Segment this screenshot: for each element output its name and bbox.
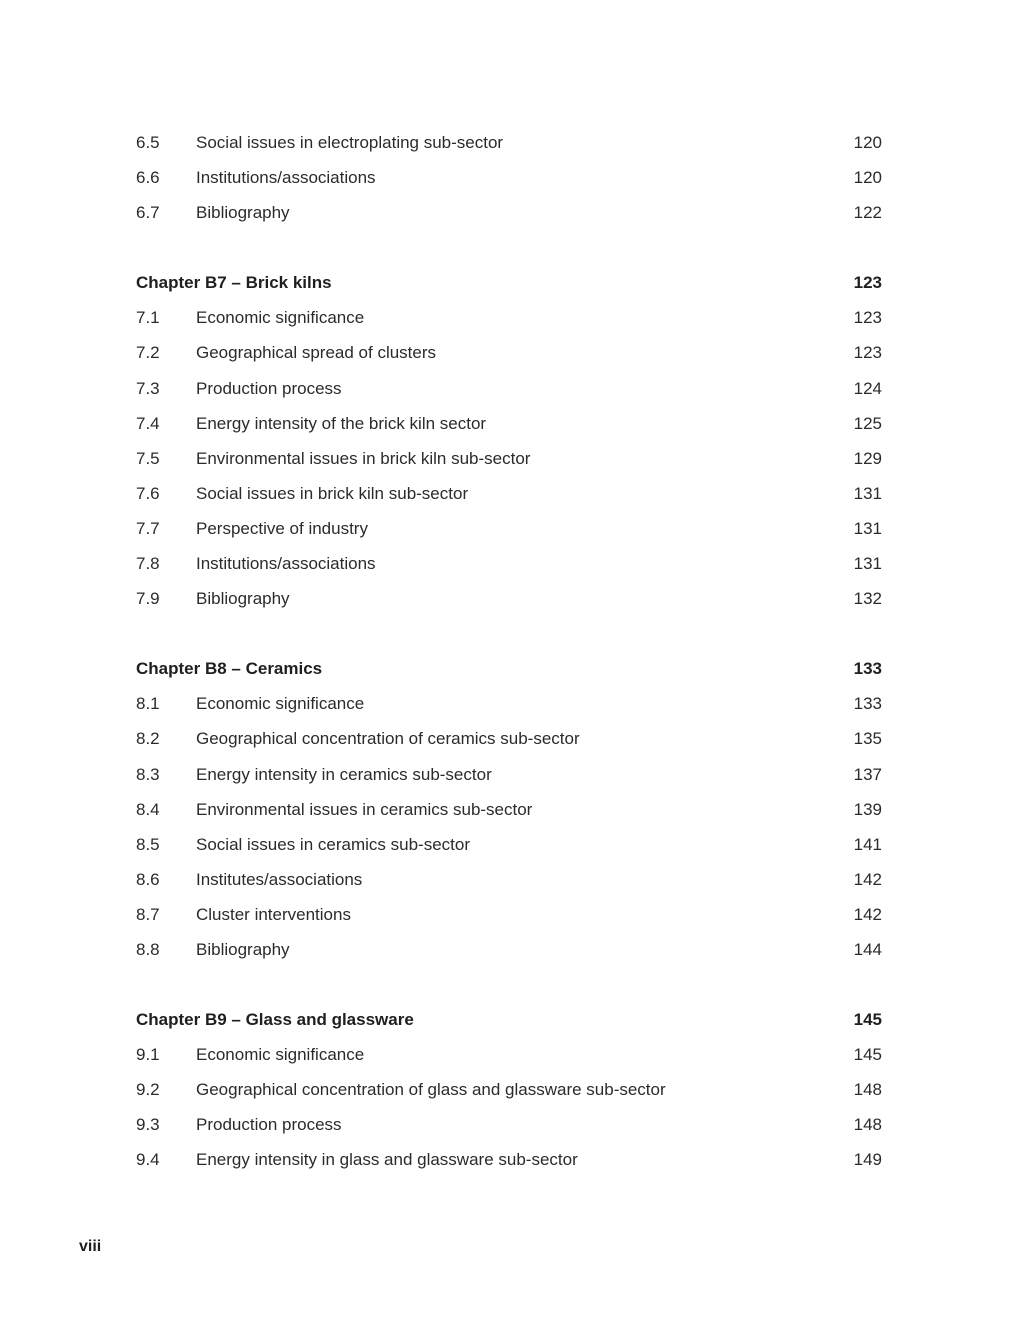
toc-entry[interactable] <box>136 406 882 441</box>
toc-entry[interactable] <box>136 441 882 476</box>
section-page-number: 123 <box>853 308 882 328</box>
section-page-number: 129 <box>853 448 882 468</box>
section-page-number: 139 <box>853 799 882 819</box>
section-number: 7.6 <box>136 483 160 503</box>
toc-entry[interactable] <box>136 195 882 230</box>
section-number: 6.5 <box>136 133 160 152</box>
section-title: Bibliography <box>196 203 290 223</box>
toc-entry[interactable] <box>136 827 882 862</box>
toc-entry[interactable] <box>136 757 882 792</box>
toc-entry[interactable] <box>136 1037 882 1072</box>
section-number: 8.1 <box>136 694 160 714</box>
section-page-number: 142 <box>853 869 882 889</box>
section-number: 9.4 <box>136 1150 160 1170</box>
section-title: Energy intensity in ceramics sub-sector <box>196 764 492 784</box>
toc-entry[interactable] <box>136 932 882 967</box>
toc-entry[interactable] <box>136 862 882 897</box>
section-page-number: 120 <box>853 133 882 152</box>
toc-section <box>136 265 882 616</box>
section-title: Social issues in brick kiln sub-sector <box>196 483 469 503</box>
chapter-page-number: 123 <box>853 273 882 293</box>
toc-section <box>136 1002 882 1177</box>
section-number: 7.8 <box>136 554 160 574</box>
section-title: Geographical spread of clusters <box>196 343 437 363</box>
section-page-number: 149 <box>853 1150 882 1170</box>
chapter-page-number: 133 <box>853 659 882 679</box>
section-page-number: 137 <box>853 764 882 784</box>
toc-entry[interactable] <box>136 300 882 335</box>
section-title: Institutions/associations <box>196 554 376 574</box>
section-title: Economic significance <box>196 1045 365 1065</box>
toc-entry[interactable] <box>136 1072 882 1107</box>
section-title: Social issues in ceramics sub-sector <box>196 834 470 854</box>
section-number: 8.3 <box>136 764 160 784</box>
section-number: 7.7 <box>136 518 160 538</box>
section-number: 6.6 <box>136 168 160 188</box>
section-page-number: 124 <box>853 378 882 398</box>
section-number: 7.4 <box>136 413 160 433</box>
chapter-heading[interactable] <box>136 651 882 686</box>
section-page-number: 141 <box>853 834 882 854</box>
section-number: 8.6 <box>136 869 160 889</box>
section-title: Economic significance <box>196 308 365 328</box>
section-number: 7.5 <box>136 448 160 468</box>
toc-section <box>136 651 882 967</box>
toc-entry[interactable] <box>136 335 882 370</box>
section-page-number: 145 <box>853 1045 882 1065</box>
section-number: 7.2 <box>136 343 160 363</box>
section-number: 9.3 <box>136 1115 160 1135</box>
toc-entry[interactable] <box>136 1107 882 1142</box>
section-title: Bibliography <box>196 589 290 609</box>
toc-entry[interactable] <box>136 125 882 160</box>
section-title: Institutes/associations <box>196 869 363 889</box>
toc-entry[interactable] <box>136 371 882 406</box>
page-number: viii <box>79 1238 102 1255</box>
section-page-number: 131 <box>853 518 882 538</box>
chapter-heading[interactable] <box>136 265 882 300</box>
section-title: Perspective of industry <box>196 518 368 538</box>
section-page-number: 120 <box>853 168 882 188</box>
section-title: Geographical concentration of glass and glassware sub-sector <box>196 1080 666 1100</box>
chapter-title: Chapter B9 – Glass and glassware <box>136 1010 414 1030</box>
section-page-number: 148 <box>853 1080 882 1100</box>
chapter-heading[interactable] <box>136 1002 882 1037</box>
section-number: 8.7 <box>136 904 160 924</box>
section-page-number: 131 <box>853 483 882 503</box>
section-page-number: 132 <box>853 589 882 609</box>
section-number: 8.5 <box>136 834 160 854</box>
section-page-number: 144 <box>853 939 882 959</box>
section-number: 7.3 <box>136 378 160 398</box>
toc-entry[interactable] <box>136 897 882 932</box>
toc-entry[interactable] <box>136 721 882 756</box>
table-of-contents <box>136 125 882 1213</box>
section-title: Production process <box>196 1115 342 1135</box>
chapter-title: Chapter B8 – Ceramics <box>136 659 323 679</box>
section-title: Bibliography <box>196 939 290 959</box>
toc-entry[interactable] <box>136 546 882 581</box>
toc-entry[interactable] <box>136 686 882 721</box>
section-number: 6.7 <box>136 203 160 223</box>
section-number: 9.1 <box>136 1045 160 1065</box>
section-title: Geographical concentration of ceramics sub-sector <box>196 729 580 749</box>
section-page-number: 133 <box>853 694 882 714</box>
section-title: Social issues in electroplating sub-sector <box>196 133 504 152</box>
section-title: Economic significance <box>196 694 365 714</box>
chapter-title: Chapter B7 – Brick kilns <box>136 273 332 293</box>
section-title: Environmental issues in ceramics sub-sector <box>196 799 533 819</box>
section-page-number: 125 <box>853 413 882 433</box>
section-title: Energy intensity in glass and glassware sub-sector <box>196 1150 578 1170</box>
toc-entry[interactable] <box>136 1142 882 1177</box>
section-title: Energy intensity of the brick kiln sector <box>196 413 487 433</box>
toc-section <box>136 125 882 230</box>
toc-entry[interactable] <box>136 581 882 616</box>
section-page-number: 122 <box>853 203 882 223</box>
section-number: 8.4 <box>136 799 160 819</box>
section-page-number: 123 <box>853 343 882 363</box>
section-number: 9.2 <box>136 1080 160 1100</box>
toc-entry[interactable] <box>136 476 882 511</box>
toc-entry[interactable] <box>136 160 882 195</box>
section-title: Institutions/associations <box>196 168 376 188</box>
section-title: Environmental issues in brick kiln sub-sector <box>196 448 531 468</box>
section-number: 7.9 <box>136 589 160 609</box>
toc-entry[interactable] <box>136 792 882 827</box>
section-title: Production process <box>196 378 342 398</box>
section-title: Cluster interventions <box>196 904 351 924</box>
section-number: 8.2 <box>136 729 160 749</box>
chapter-page-number: 145 <box>853 1010 882 1030</box>
section-number: 7.1 <box>136 308 160 328</box>
section-page-number: 131 <box>853 554 882 574</box>
section-page-number: 135 <box>853 729 882 749</box>
section-page-number: 148 <box>853 1115 882 1135</box>
toc-entry[interactable] <box>136 511 882 546</box>
section-page-number: 142 <box>853 904 882 924</box>
section-number: 8.8 <box>136 939 160 959</box>
